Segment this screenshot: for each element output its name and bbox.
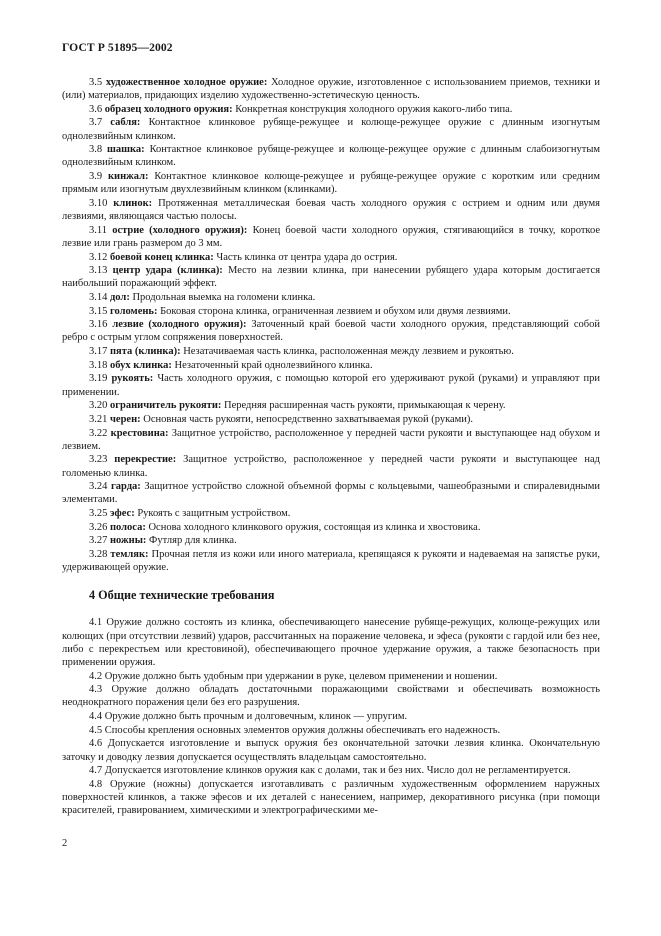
definition-number: 3.16 (89, 319, 108, 331)
definition-number: 3.15 (89, 305, 108, 317)
definition-term: кинжал: (108, 171, 149, 183)
definition-number: 3.23 (89, 454, 108, 466)
definition-term: центр удара (клинка): (112, 265, 223, 277)
section-title: 4 Общие технические требования (89, 588, 275, 603)
definition-text: Конкретная конструкция холодного оружия какого-либо типа. (235, 103, 513, 115)
definition-term: перекрестие: (114, 454, 177, 466)
definition-item (62, 103, 600, 116)
definition-item (62, 318, 600, 344)
definition-number: 3.21 (89, 413, 108, 425)
definition-term: гарда: (110, 481, 141, 493)
definition-number: 3.6 (89, 103, 103, 115)
definition-text: Заточенный край боевой части холодного оружия, представляющий собой ребро с острым углом сопряжения поверхностей. (62, 319, 600, 344)
definition-number: 3.11 (89, 224, 107, 236)
definition-item (62, 507, 600, 520)
definition-term: дол: (110, 292, 130, 303)
definition-text: Рукоять с защитным устройством. (137, 508, 291, 519)
definition-text: Боковая сторона клинка, ограниченная лезвием и обухом или двумя лезвиями. (160, 305, 511, 317)
definition-number: 3.22 (89, 427, 108, 439)
definition-text: Часть холодного оружия, с помощью которой его удерживают рукой (руками) и управляют при применении. (62, 373, 600, 398)
requirement-paragraph: 4.1 Оружие должно состоять из клинка, обеспечивающего нанесение рубяще-режущих, колюще-режущих или колющих (при отсутствии лезвий) ударов, рассчитанных на поражение человека, и эфеса (рукояти с гардой или без нее, либо с перекрестьем или крестовиной), обеспечивающего прочное удержание оружия, а также безопасность при применении оружия. (62, 617, 600, 668)
definition-number: 3.25 (89, 508, 108, 519)
definition-number: 3.13 (89, 265, 108, 277)
definition-number: 3.8 (89, 144, 103, 156)
definition-item (62, 197, 600, 223)
definition-term: ограничитель рукояти: (110, 400, 222, 412)
definition-number: 3.14 (89, 292, 108, 303)
definition-term: художественное холодное оружие: (105, 77, 268, 88)
definition-item (62, 345, 600, 358)
definition-text: Защитное устройство, расположенное у передней части рукояти и выступающее над обухом и лезвием. (62, 427, 600, 452)
definition-item (62, 372, 600, 398)
definition-text: Продольная выемка на голомени клинка. (132, 292, 316, 303)
definition-item (62, 427, 600, 453)
definition-term: сабля: (110, 117, 141, 129)
definition-term: ножны: (110, 535, 147, 547)
definition-item (62, 291, 600, 304)
definition-text: Незатачиваемая часть клинка, расположенная между лезвием и рукоятью. (183, 346, 514, 358)
definition-term: темляк: (110, 548, 149, 560)
definition-term: клинок: (113, 197, 153, 209)
definition-text: Часть клинка от центра удара до острия. (216, 251, 398, 263)
definition-term: крестовина: (110, 427, 169, 439)
definition-number: 3.20 (89, 400, 108, 412)
definition-item (62, 116, 600, 142)
document-header: ГОСТ Р 51895—2002 (62, 41, 173, 54)
definition-term: голомень: (110, 305, 158, 317)
definition-term: острие (холодного оружия): (112, 224, 248, 236)
definition-item (62, 305, 600, 318)
definition-text: Защитное устройство сложной объемной формы с кольцевыми, чашеобразными и спиралевидными элементами. (62, 481, 600, 506)
definition-term: лезвие (холодного оружия): (112, 319, 247, 331)
definition-text: Контактное клинковое рубяще-режущее и колюще-режущее оружие с длинным слабоизогнутым однолезвийным клинком. (62, 144, 601, 169)
page-number: 2 (62, 838, 68, 849)
definition-item (62, 399, 600, 412)
definition-number: 3.17 (89, 346, 108, 358)
definition-item (62, 264, 600, 290)
definition-text: Футляр для клинка. (149, 535, 237, 547)
definition-number: 3.27 (89, 535, 108, 547)
requirement-paragraph: 4.7 Допускается изготовление клинков оружия как с долами, так и без них. Число дол не регламентируется. (89, 765, 571, 777)
definition-number: 3.28 (89, 548, 108, 560)
document-body (62, 76, 600, 818)
requirement-paragraph: 4.2 Оружие должно быть удобным при удержании в руке, целевом применении и ношении. (89, 670, 498, 682)
definition-item (62, 170, 600, 196)
definition-term: образец холодного оружия: (104, 103, 233, 115)
definition-term: боевой конец клинка: (110, 251, 214, 263)
definition-number: 3.12 (89, 251, 108, 263)
definition-item (62, 251, 600, 264)
definition-text: Основа холодного клинкового оружия, состоящая из клинка и хвостовика. (148, 521, 481, 533)
definitions-list (62, 76, 600, 574)
definition-text: Место на лезвии клинка, при нанесении рубящего удара которым достигается наибольший поражающий эффект. (62, 265, 601, 290)
definition-text: Основная часть рукояти, непосредственно захватываемая рукой (руками). (143, 413, 474, 425)
definition-number: 3.19 (89, 373, 108, 385)
definition-number: 3.5 (89, 77, 103, 88)
requirement-paragraph: 4.8 Оружие (ножны) допускается изготавливать с различным художественным оформлением наружных поверхностей клинков, а также эфесов и их деталей с нанесением, например, декоративного рисунка (при помощи красителей, гравированием, химическими и электрографическими ме- (62, 778, 600, 817)
definition-text: Конец боевой части холодного оружия, стягивающийся в точку, короткое лезвие или грань размером до 3 мм. (62, 224, 601, 249)
requirement-paragraph: 4.4 Оружие должно быть прочным и долговечным, клинок — упругим. (89, 711, 408, 723)
definition-item (62, 76, 600, 102)
definition-number: 3.24 (89, 481, 108, 493)
requirement-paragraph: 4.6 Допускается изготовление и выпуск оружия без окончательной заточки лезвия клинка. Окончательную заточку и доводку лезвия допускается осуществлять владельцам самостоятельно. (62, 738, 600, 763)
definition-number: 3.7 (89, 117, 103, 129)
definition-text: Прочная петля из кожи или иного материала, крепящаяся к рукояти и надеваемая на запястье руки, удерживающей оружие. (62, 548, 601, 574)
definition-item (62, 521, 600, 534)
definition-number: 3.26 (89, 521, 108, 533)
definition-item (62, 534, 600, 547)
requirement-paragraph: 4.3 Оружие должно обладать достаточными поражающими свойствами и обеспечивать возможность неоднократного поражения цели без его разрушения. (62, 684, 600, 709)
definition-term: черен: (110, 413, 141, 425)
definition-item (62, 548, 600, 574)
definition-number: 3.10 (89, 197, 108, 209)
definition-text: Холодное оружие, изготовленное с использованием приемов, техники и (или) материалов, придающих изделию художественно-эстетическую ценность. (62, 77, 601, 102)
definition-item (62, 480, 600, 506)
definition-term: рукоять: (111, 373, 154, 385)
definition-number: 3.18 (89, 359, 108, 371)
definition-item (62, 413, 600, 426)
section-4-paragraphs (62, 616, 600, 817)
definition-term: полоса: (110, 521, 146, 533)
definition-item (62, 453, 600, 479)
definition-number: 3.9 (89, 171, 103, 183)
definition-term: обух клинка: (110, 359, 172, 371)
definition-text: Контактное клинковое рубяще-режущее и колюще-режущее оружие с длинным изогнутым однолезвийным клинком. (62, 117, 601, 142)
definition-item (62, 224, 600, 250)
requirement-paragraph: 4.5 Способы крепления основных элементов оружия должны обеспечивать его надежность. (89, 724, 501, 736)
definition-term: эфес: (110, 508, 135, 519)
definition-item (62, 359, 600, 372)
definition-text: Защитное устройство, расположенное у передней части рукояти и выступающее над голоменью клинка. (62, 454, 600, 479)
definition-text: Передняя расширенная часть рукояти, примыкающая к черену. (224, 400, 506, 412)
definition-item (62, 143, 600, 169)
definition-text: Незаточенный край однолезвийного клинка. (174, 359, 373, 371)
definition-term: пята (клинка): (110, 346, 181, 358)
definition-text: Протяженная металлическая боевая часть холодного оружия с острием и одним или двумя лезвиями, являющаяся частью полосы. (62, 197, 601, 223)
definition-term: шашка: (107, 144, 145, 156)
definition-text: Контактное клинковое колюще-режущее и рубяще-режущее оружие с коротким или средним прямым или изогнутым двухлезвийным клинком (клинками). (62, 171, 601, 196)
